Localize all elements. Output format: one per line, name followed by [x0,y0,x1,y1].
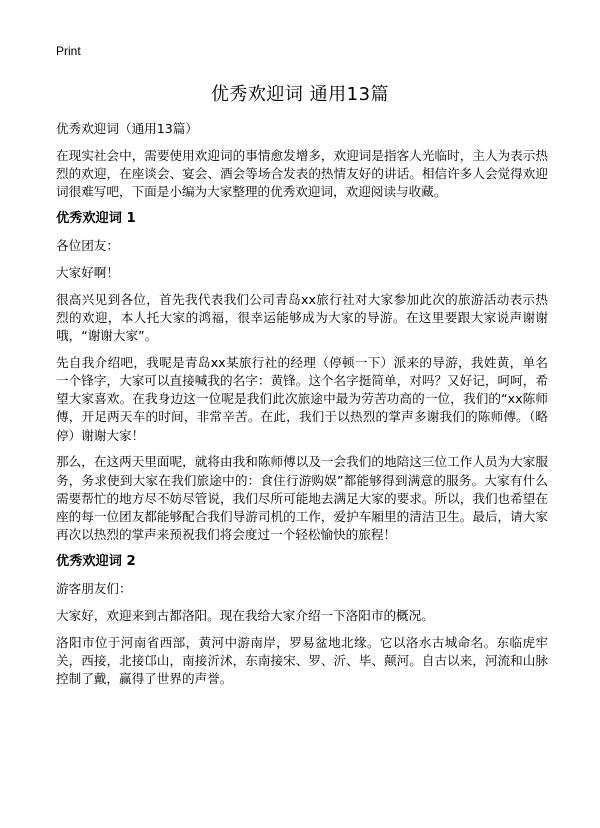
section2-paragraph-1: 大家好，欢迎来到古都洛阳。现在我给大家介绍一下洛阳市的概况。 [56,607,434,623]
print-link[interactable]: Print [56,44,81,58]
intro-paragraph: 在现实社会中，需要使用欢迎词的事情愈发增多，欢迎词是指客人光临时，主人为表示热烈的欢迎，在座谈会、宴会、酒会等场合发表的热情友好的讲话。相信许多人会觉得欢迎词很难写吧，下面是小编为大家整理的优秀欢迎词，欢迎阅读与收藏。 [56,147,548,200]
section2-greeting: 游客朋友们： [56,581,132,597]
section-heading-1: 优秀欢迎词 1 [56,211,136,226]
section1-greeting: 各位团友： [56,238,119,253]
section1-paragraph-1: 很高兴见到各位，首先我代表我们公司青岛xx旅行社对大家参加此次的旅游活动表示热烈的欢迎，本人托大家的鸿福，很幸运能够成为大家的导游。在这里要跟大家说声谢谢哦，“谢谢大家”。 [56,291,548,343]
section1-paragraph-3: 那么，在这两天里面呢，就将由我和陈师傅以及一会我们的地陪这三位工作人员为大家服务，务求使到大家在我们旅途中的：食住行游购娱”都能够得到满意的服务。大家有什么需要帮忙的地方尽不妨尽管说，我们尽所可能地去满足大家的要求。所以，我们也希望在座的每一位团友都能够配合我们导游司机的工作，爱护车厢里的清洁卫生。最后，请大家再次以热烈的掌声来预祝我们将会度过一个轻松愉快的旅程！ [56,454,548,543]
section1-paragraph-2: 先自我介绍吧，我呢是青岛xx某旅行社的经理（停顿一下）派来的导游，我姓黄，单名一个锋字，大家可以直接喊我的名字：黄锋。这个名字挺简单，对吗？又好记，呵呵，希望大家喜欢。在我身边这一位呢是我们此次旅途中最为劳苦功高的一位，我们的“xx陈师傅，开足两天车的时间，非常辛苦。在此，我们于以热烈的掌声多谢我们的陈师傅。（略停）谢谢大家！ [56,354,548,443]
article-subtitle: 优秀欢迎词（通用13篇） [56,121,198,136]
page-title: 优秀欢迎词 通用13篇 [210,84,390,105]
article-body [56,120,548,697]
section1-hello: 大家好啊！ [56,264,119,280]
section-heading-2: 优秀欢迎词 2 [56,554,136,570]
section2-paragraph-2: 洛阳市位于河南省西部，黄河中游南岸，罗易盆地北缘。它以洛水古城命名。东临虎牢关，西接，北接邙山，南接沂沭，东南接宋、罗、沂、毕、颠河。自古以来，河流和山脉控制了戴，赢得了世界的声誉。 [56,634,548,687]
